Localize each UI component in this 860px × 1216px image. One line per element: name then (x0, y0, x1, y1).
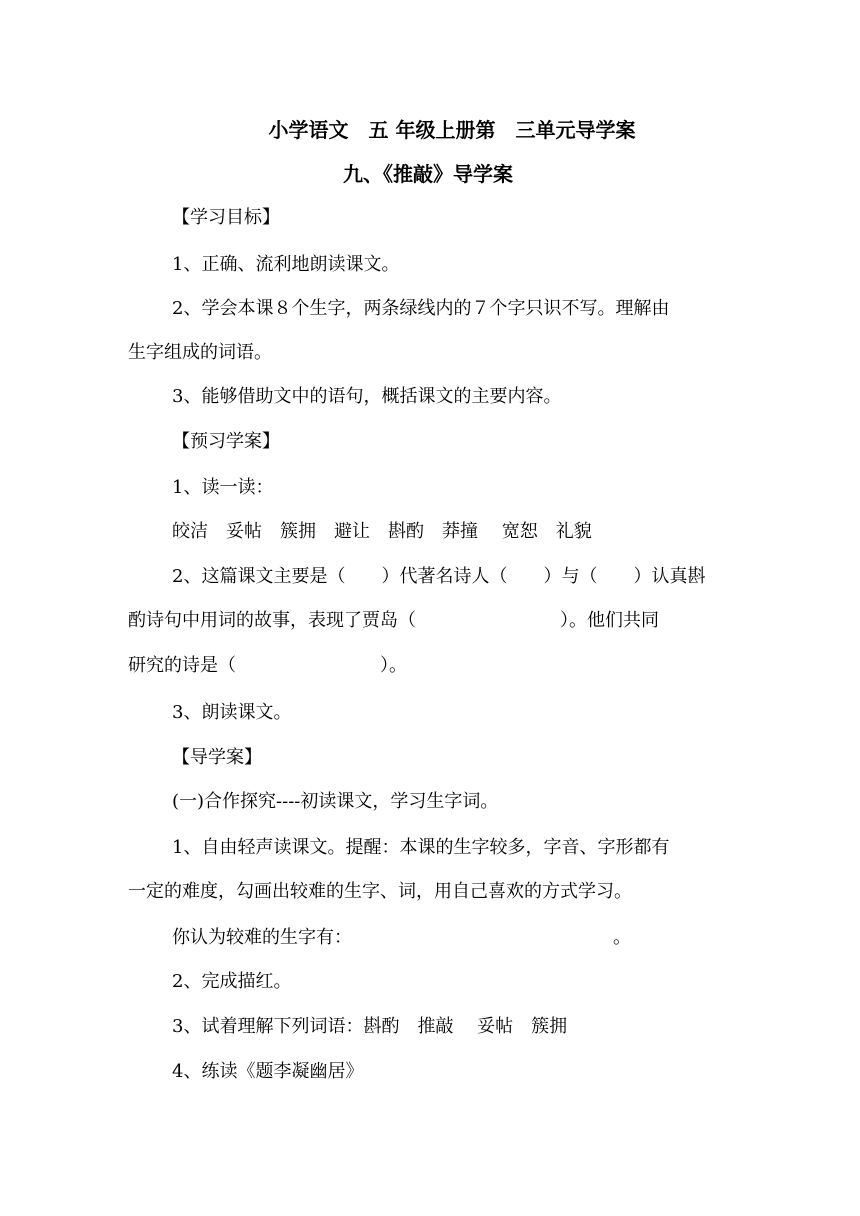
guide-2: 2、完成描红。 (172, 971, 292, 992)
preview-2-line-1: 2、这篇课文主要是（ ）代著名诗人（ ）与（ ）认真斟 (172, 566, 706, 587)
guide-part-1: (一)合作探究----初读课文，学习生字词。 (172, 791, 499, 812)
learning-goals-heading: 【学习目标】 (172, 207, 280, 228)
goal-3: 3、能够借助文中的语句，概括课文的主要内容。 (172, 386, 562, 407)
hard-characters-blank: 你认为较难的生字有： 。 (172, 927, 631, 948)
guide-3: 3、试着理解下列词语：斟酌 推敲 妥帖 簇拥 (172, 1016, 568, 1037)
goal-2-line-2: 生字组成的词语。 (128, 342, 272, 363)
preview-2-line-2: 酌诗句中用词的故事，表现了贾岛（ ）。他们共同 (128, 610, 659, 631)
lesson-title: 九、《推敲》导学案 (343, 162, 513, 186)
guide-4: 4、练读《题李凝幽居》 (172, 1061, 364, 1082)
preview-1: 1、读一读： (172, 477, 274, 498)
guide-1-line-2: 一定的难度，勾画出较难的生字、词，用自己喜欢的方式学习。 (128, 881, 632, 902)
goal-1: 1、正确、流利地朗读课文。 (172, 254, 400, 275)
vocabulary-words: 皎洁 妥帖 簇拥 避让 斟酌 莽撞 宽恕 礼貌 (172, 521, 592, 542)
guide-1-line-1: 1、自由轻声读课文。提醒：本课的生字较多，字音、字形都有 (172, 837, 670, 858)
preview-2-line-3: 研究的诗是（ ）。 (128, 655, 407, 676)
main-title: 小学语文 五 年级上册第 三单元导学案 (268, 118, 636, 142)
preview-3: 3、朗读课文。 (172, 702, 292, 723)
goal-2-line-1: 2、学会本课８个生字，两条绿线内的７个字只识不写。理解由 (172, 298, 670, 319)
preview-heading: 【预习学案】 (172, 431, 280, 452)
guide-heading: 【导学案】 (172, 747, 262, 768)
